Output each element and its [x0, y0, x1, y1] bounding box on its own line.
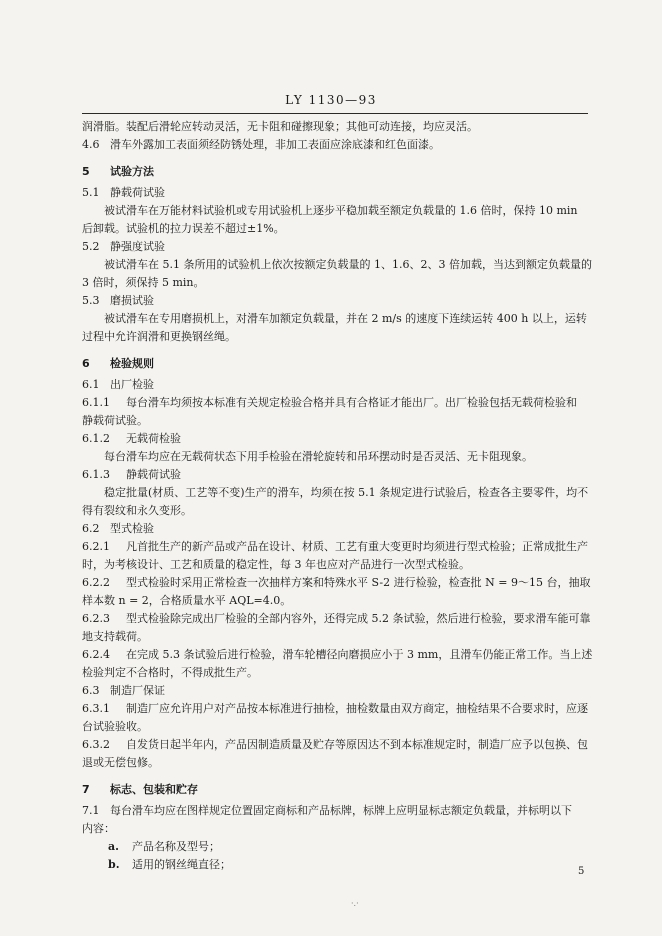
paragraph: 被试滑车在专用磨损机上，对滑车加额定负载量，并在 2 m/s 的速度下连续运转 400 h 以上，运转: [104, 312, 587, 325]
clause-4-6: 4.6 滑车外露加工表面须经防锈处理，非加工表面应涂底漆和红色面漆。: [82, 138, 440, 151]
clause-6-3-heading: 6.3 制造厂保证: [82, 684, 165, 697]
document-body: [82, 118, 593, 874]
list-item: b. 适用的钢丝绳直径；: [108, 858, 231, 871]
paragraph: 被试滑车在 5.1 条所用的试验机上依次按额定负载量的 1、1.6、2、3 倍加载，当达到额定负载量的: [104, 258, 592, 271]
section-6-heading: 6 检验规则: [82, 357, 154, 370]
clause-6-1-3-heading: 6.1.3 静载荷试验: [82, 468, 181, 481]
page-number: 5: [578, 866, 585, 877]
scan-speck: ·.·: [351, 899, 359, 908]
clause-6-1-1: 6.1.1 每台滑车均须按本标准有关规定检验合格并具有合格证才能出厂。出厂检验包括无载荷检验和: [82, 396, 577, 409]
clause-5-2-heading: 5.2 静强度试验: [82, 240, 165, 253]
clause-6-3-1: 6.3.1 制造厂应允许用户对产品按本标准进行抽检，抽检数量由双方商定，抽检结果不合要求时，应逐: [82, 702, 588, 715]
paragraph: 稳定批量(材质、工艺等不变)生产的滑车，均须在按 5.1 条规定进行试验后，检查各主要零件，均不: [104, 486, 589, 499]
paragraph: 后卸载。试验机的拉力误差不超过±1%。: [82, 222, 285, 235]
paragraph: 退或无偿包修。: [82, 756, 159, 769]
section-7-heading: 7 标志、包装和贮存: [82, 783, 198, 796]
clause-7-1: 7.1 每台滑车均应在图样规定位置固定商标和产品标牌，标牌上应明显标志额定负载量，并标明以下: [82, 804, 572, 817]
paragraph: 台试验验收。: [82, 720, 148, 733]
list-item: a. 产品名称及型号；: [108, 840, 220, 853]
clause-6-2-heading: 6.2 型式检验: [82, 522, 154, 535]
paragraph: 被试滑车在万能材料试验机或专用试验机上逐步平稳加载至额定负载量的 1.6 倍时，保持 10 min: [104, 204, 578, 217]
clause-6-2-1: 6.2.1 凡首批生产的新产品或产品在设计、材质、工艺有重大变更时均须进行型式检验；正常成批生产: [82, 540, 588, 553]
paragraph: 检验判定不合格时，不得成批生产。: [82, 666, 258, 679]
paragraph: 润滑脂。装配后滑轮应转动灵活，无卡阻和碰擦现象；其他可动连接，均应灵活。: [82, 120, 478, 133]
paragraph: 地支持载荷。: [82, 630, 148, 643]
paragraph: 内容：: [82, 822, 115, 835]
paragraph: 3 倍时，须保持 5 min。: [82, 276, 205, 289]
clause-5-1-heading: 5.1 静载荷试验: [82, 186, 165, 199]
header-rule: [82, 113, 588, 114]
section-5-heading: 5 试验方法: [82, 165, 154, 178]
paragraph: 静载荷试验。: [82, 414, 148, 427]
clause-6-2-4: 6.2.4 在完成 5.3 条试验后进行检验，滑车轮槽径向磨损应小于 3 mm，且滑车仍能正常工作。当上述: [82, 648, 593, 661]
clause-6-3-2: 6.3.2 自发货日起半年内，产品因制造质量及贮存等原因达不到本标准规定时，制造厂应予以包换、包: [82, 738, 588, 751]
paragraph: 每台滑车均应在无载荷状态下用手检验在滑轮旋转和吊环摆动时是否灵活、无卡阻现象。: [104, 450, 533, 463]
paragraph: 过程中允许润滑和更换钢丝绳。: [82, 330, 236, 343]
clause-6-2-3: 6.2.3 型式检验除完成出厂检验的全部内容外，还得完成 5.2 条试验，然后进行检验，要求滑车能可靠: [82, 612, 591, 625]
clause-5-3-heading: 5.3 磨损试验: [82, 294, 154, 307]
clause-6-2-2: 6.2.2 型式检验时采用正常检查一次抽样方案和特殊水平 S-2 进行检验，检查批 N = 9～15 台，抽取: [82, 576, 591, 589]
clause-6-1-2-heading: 6.1.2 无载荷检验: [82, 432, 181, 445]
paragraph: 时，为考核设计、工艺和质量的稳定性，每 3 年也应对产品进行一次型式检验。: [82, 558, 470, 571]
running-header: LY 1130—93: [285, 93, 377, 107]
clause-6-1-heading: 6.1 出厂检验: [82, 378, 154, 391]
paragraph: 样本数 n = 2，合格质量水平 AQL=4.0。: [82, 594, 292, 607]
paragraph: 得有裂纹和永久变形。: [82, 504, 192, 517]
